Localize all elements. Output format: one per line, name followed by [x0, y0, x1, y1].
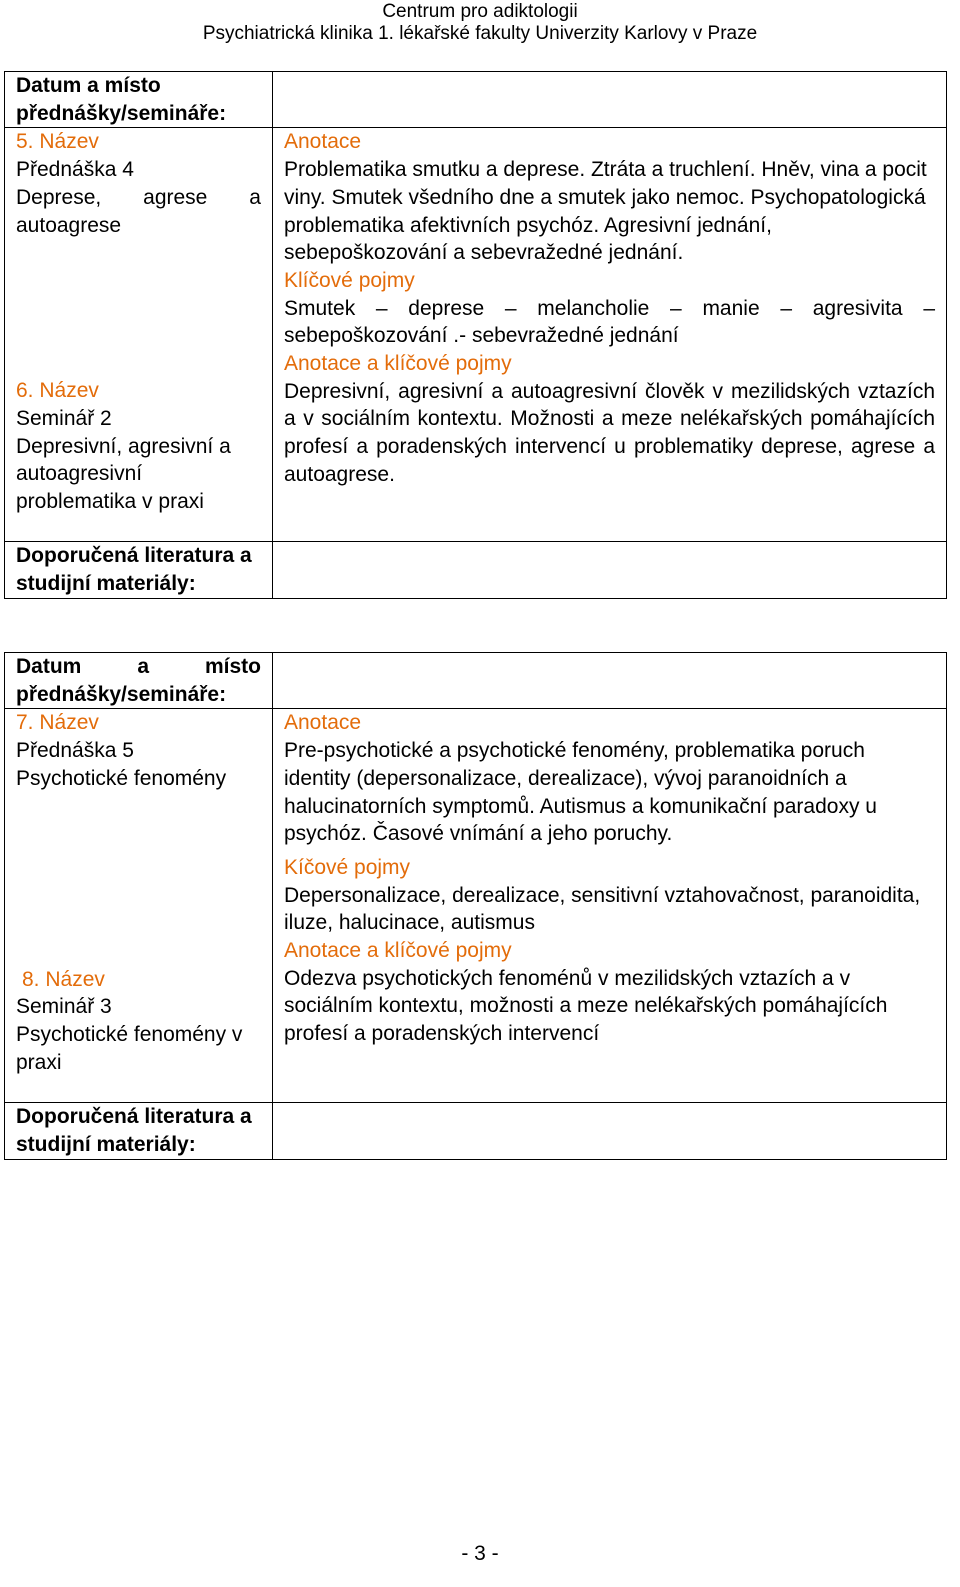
session-title: Deprese, agrese a autoagrese: [16, 185, 261, 237]
session-row: [5, 128, 947, 542]
page-number: - 3 -: [461, 1542, 499, 1565]
literature-label: Doporučená literatura a studijní materiály:: [5, 542, 273, 598]
date-place-label: Datum a místo přednášky/semináře:: [5, 653, 273, 709]
session-number-label: 8. Název: [22, 967, 105, 991]
annotation-text: Problematika smutku a deprese. Ztráta a truchlení. Hněv, vina a pocit viny. Smutek všedního dne a smutek jako nemoc. Psychopatologická problematika afektivních psychóz. Agresivní jednání, sebepoškozování a sebevražedné jednání.: [284, 158, 927, 265]
annotation-keywords-label: Anotace a klíčové pojmy: [284, 939, 512, 963]
session-annotations-cell: [273, 128, 947, 542]
literature-value: [273, 542, 947, 598]
session-title: Psychotické fenomény v praxi: [16, 1022, 243, 1074]
session-number-label: 7. Název: [16, 711, 99, 735]
schedule-table-2: [4, 652, 947, 1160]
session-titles-cell: [5, 709, 273, 1103]
keywords-label: Klíčové pojmy: [284, 268, 415, 292]
session-type: Seminář 3: [16, 995, 112, 1019]
session-title: Depresivní, agresivní a autoagresivní problematika v praxi: [16, 434, 231, 514]
header-faculty: Psychiatrická klinika 1. lékařské fakulty Univerzity Karlovy v Praze: [202, 23, 758, 44]
date-place-label: Datum a místo přednášky/semináře:: [5, 72, 273, 128]
schedule-table-1: [4, 71, 947, 599]
keywords-label: Kíčové pojmy: [284, 855, 411, 879]
keywords-text: Depersonalizace, derealizace, sensitivní vztahovačnost, paranoidita, iluze, halucinace, autismus: [284, 883, 921, 935]
session-type: Přednáška 5: [16, 739, 134, 763]
session-type: Přednáška 4: [16, 158, 134, 182]
session-titles-cell: [5, 128, 273, 542]
keywords-text: Smutek – deprese – melancholie – manie – agresivita – sebepoškozování .- sebevražedné jednání: [284, 296, 935, 348]
date-place-value: [273, 653, 947, 709]
header-institution: Centrum pro adiktologii: [382, 1, 578, 22]
session-annotations-cell: [273, 709, 947, 1103]
date-place-value: [273, 72, 947, 128]
literature-value: [273, 1103, 947, 1159]
session-number-label: 5. Název: [16, 130, 99, 154]
session-number-label: 6. Název: [16, 379, 99, 403]
session-type: Seminář 2: [16, 406, 112, 430]
annotation-keywords-label: Anotace a klíčové pojmy: [284, 352, 512, 376]
literature-label: Doporučená literatura a studijní materiály:: [5, 1103, 273, 1159]
session-title: Psychotické fenomény: [16, 766, 227, 790]
annotation-label: Anotace: [284, 711, 362, 735]
annotation-text: Pre-psychotické a psychotické fenomény, problematika poruch identity (depersonalizace, derealizace), vývoj paranoidních a halucinatorních symptomů. Autismus a komunikační paradoxy u psychóz. Časové vnímání a jeho poruchy.: [284, 739, 877, 846]
annotation-label: Anotace: [284, 130, 362, 154]
annotation-text: Depresivní, agresivní a autoagresivní člověk v mezilidských vztazích a v sociálním kontextu. Možnosti a meze nelékařských pomáhajících profesí a poradenských intervencí u problematiky deprese, agrese a autoagrese.: [284, 379, 935, 486]
annotation-text: Odezva psychotických fenoménů v mezilidských vztazích a v sociálním kontextu, možnosti a meze nelékařských pomáhajících profesí a poradenských intervencí: [284, 966, 888, 1046]
session-row: [5, 709, 947, 1103]
